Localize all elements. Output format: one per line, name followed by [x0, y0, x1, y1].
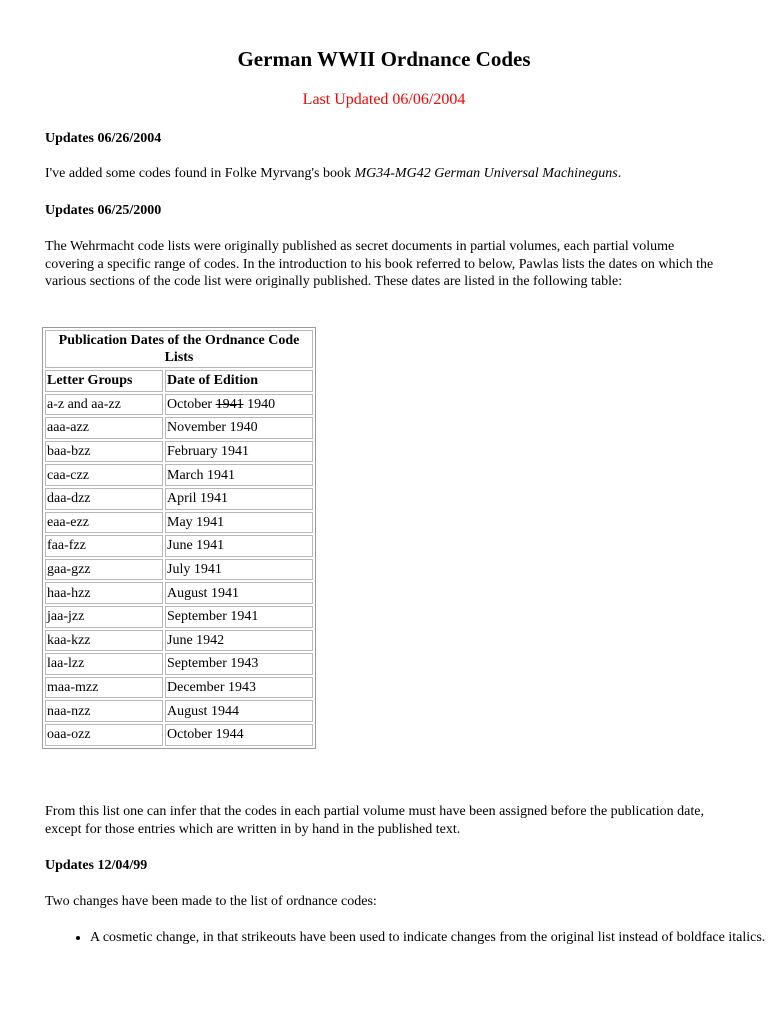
letter-group-cell: jaa-jzz	[45, 606, 163, 628]
letter-group-cell: laa-lzz	[45, 653, 163, 675]
date-cell: May 1941	[165, 512, 313, 534]
date-cell: September 1943	[165, 653, 313, 675]
publication-dates-table	[42, 327, 316, 749]
struck-year: 1941	[215, 396, 244, 412]
book-title: MG34-MG42 German Universal Machineguns	[354, 166, 618, 181]
letter-group-cell: oaa-ozz	[45, 724, 163, 746]
table-row	[45, 417, 313, 439]
table-row	[45, 394, 313, 416]
date-cell: December 1943	[165, 677, 313, 699]
update-text-2004-end: .	[617, 166, 622, 181]
update-text-1999: Two changes have been made to the list of ordnance codes:	[45, 894, 377, 909]
table-row	[45, 700, 313, 722]
date-cell: October 1944	[165, 724, 313, 746]
update-text-2000: The Wehrmacht code lists were originally published as secret documents in partial volumes, each partial volume covering a specific range of codes. In the introduction to his book referred to below, Pawlas lists the dates on which the various sections of the code list were originally published. These dates are listed in the following table:	[45, 239, 714, 289]
table-row	[45, 464, 313, 486]
letter-group-cell: a-z and aa-zz	[45, 394, 163, 416]
date-cell: June 1941	[165, 535, 313, 557]
update-heading-1999: Updates 12/04/99	[45, 858, 148, 873]
date-cell: August 1941	[165, 582, 313, 604]
list-item: • A cosmetic change, in that strikeouts have been used to indicate changes from the original list instead of boldface italics.	[90, 929, 768, 947]
update-text-2004	[45, 165, 725, 183]
table-row	[45, 653, 313, 675]
column-header-letter-groups: Letter Groups	[45, 370, 163, 392]
table-row	[45, 559, 313, 581]
date-cell: March 1941	[165, 464, 313, 486]
date-cell: August 1944	[165, 700, 313, 722]
letter-group-cell: eaa-ezz	[45, 512, 163, 534]
letter-group-cell: daa-dzz	[45, 488, 163, 510]
table-row	[45, 441, 313, 463]
date-cell: April 1941	[165, 488, 313, 510]
update-heading-2000: Updates 06/25/2000	[45, 203, 162, 218]
date-year: 1940	[243, 396, 276, 412]
letter-group-cell: gaa-gzz	[45, 559, 163, 581]
table-row	[45, 677, 313, 699]
update-heading-2004: Updates 06/26/2004	[45, 131, 162, 146]
date-cell: June 1942	[165, 630, 313, 652]
letter-group-cell: caa-czz	[45, 464, 163, 486]
column-header-date-of-edition: Date of Edition	[165, 370, 313, 392]
date-cell: February 1941	[165, 441, 313, 463]
table-row	[45, 488, 313, 510]
table-row	[45, 724, 313, 746]
table-row	[45, 535, 313, 557]
table-row	[45, 606, 313, 628]
table-row	[45, 582, 313, 604]
letter-group-cell: haa-hzz	[45, 582, 163, 604]
page-title: German WWII Ordnance Codes	[237, 47, 531, 71]
date-cell: September 1941	[165, 606, 313, 628]
date-cell	[165, 394, 313, 416]
date-cell: November 1940	[165, 417, 313, 439]
last-updated: Last Updated 06/06/2004	[302, 91, 466, 108]
table-row	[45, 630, 313, 652]
letter-group-cell: faa-fzz	[45, 535, 163, 557]
date-month: October	[167, 396, 216, 412]
letter-group-cell: naa-nzz	[45, 700, 163, 722]
letter-group-cell: kaa-kzz	[45, 630, 163, 652]
table-caption: Publication Dates of the Ordnance Code Lists	[45, 330, 313, 368]
changes-list	[45, 929, 768, 947]
inference-paragraph: From this list one can infer that the codes in each partial volume must have been assigned before the publication date, except for those entries which are written in by hand in the published text.	[45, 804, 704, 837]
letter-group-cell: aaa-azz	[45, 417, 163, 439]
letter-group-cell: maa-mzz	[45, 677, 163, 699]
update-text-2004-lead: I've added some codes found in Folke Myrvang's book	[45, 166, 355, 181]
date-cell: July 1941	[165, 559, 313, 581]
letter-group-cell: baa-bzz	[45, 441, 163, 463]
table-row	[45, 512, 313, 534]
